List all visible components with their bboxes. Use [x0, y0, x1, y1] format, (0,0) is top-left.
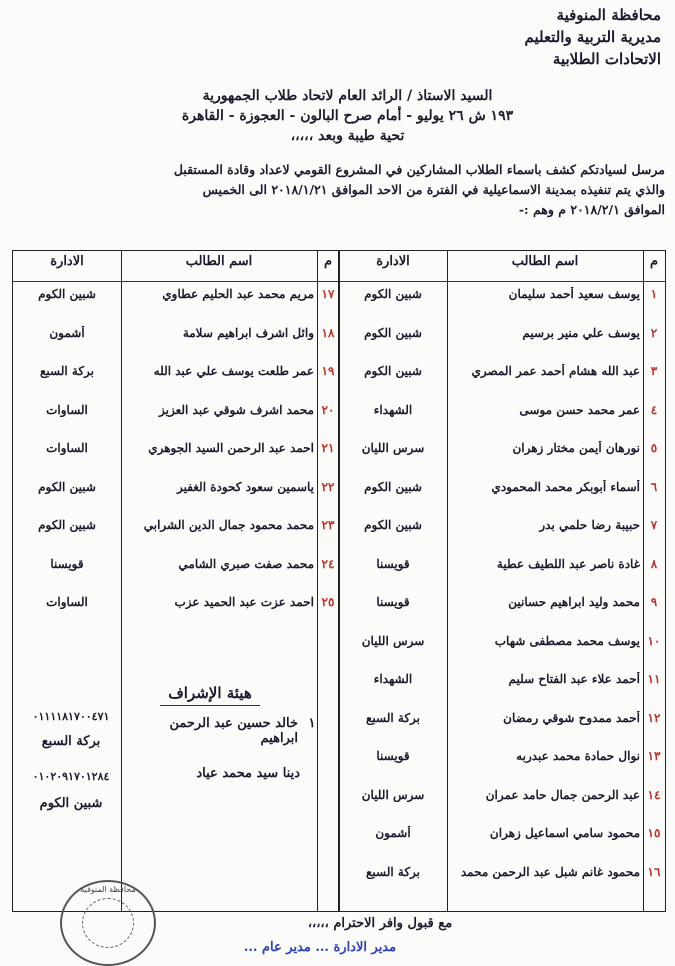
student-name: محمد وليد ابراهيم حسانين [508, 595, 640, 609]
student-administration: سرس الليان [361, 633, 425, 648]
student-name: عمر محمد حسن موسى [519, 402, 640, 417]
row-number: ١١ [647, 672, 661, 686]
row-number: ١٥ [647, 826, 661, 840]
row-number: ٣ [650, 364, 658, 378]
greeting-line: تحية طيبة وبعد ،،،،، [290, 128, 405, 144]
student-administration: بركة السبع [40, 364, 94, 378]
supervisor-admin-2: شبين الكوم [39, 796, 103, 811]
student-name: يوسف علي منير برسيم [522, 325, 640, 340]
supervisor-phone-2: ٠١٠٢٠٩١٧٠١٢٨٤ [32, 770, 110, 783]
table-header-name: اسم الطالب [511, 254, 579, 269]
body-line-3: الموافق ٢٠١٨/٢/١ م وهم :- [518, 202, 665, 217]
table-header-num: م [649, 254, 659, 269]
student-administration: شبين الكوم [38, 518, 96, 532]
row-number: ٨ [650, 556, 658, 571]
table-column-divider [447, 251, 448, 911]
row-number: ٢٤ [321, 556, 335, 571]
student-name: احمد عبد الرحمن السيد الجوهري [148, 441, 314, 455]
header-line-unions: الاتحادات الطلابية [552, 50, 661, 68]
row-number: ١٩ [321, 364, 335, 378]
student-name: محمد اشرف شوقي عبد العزيز [158, 402, 314, 417]
student-administration: بركة السبع [366, 710, 420, 725]
student-name: محمود سامي اسماعيل زهران [489, 826, 640, 840]
table-column-divider [643, 251, 644, 911]
row-number: ٤ [650, 402, 658, 417]
stamp-emblem [82, 898, 134, 948]
student-name: أحمد علاء عبد الفتاح سليم [508, 672, 640, 686]
student-administration: بركة السبع [366, 864, 420, 879]
table-column-divider [317, 251, 318, 911]
table-column-divider [121, 251, 122, 911]
student-name: محمود غانم شبل عبد الرحمن محمد [460, 864, 640, 879]
student-name: أسماء أبوبكر محمد المحمودي [491, 479, 640, 494]
row-number: ١٤ [647, 787, 661, 802]
student-name: نوال حمادة محمد عبدربه [516, 749, 640, 763]
row-number: ٦ [650, 479, 658, 494]
student-administration: الساوات [46, 595, 88, 609]
student-name: عمر طلعت يوسف علي عبد الله [153, 364, 314, 378]
address-line: ١٩٣ ش ٢٦ يوليو - أمام صرح البالون - العجوزة - القاهرة [181, 108, 514, 124]
row-number: ٢٥ [321, 595, 335, 609]
student-name: محمد صفت صبري الشامي [178, 556, 314, 571]
student-name: يوسف سعيد أحمد سليمان [508, 287, 640, 301]
supervision-underline [160, 705, 260, 706]
student-administration: قويسنا [376, 556, 410, 571]
student-administration: الشهداء [373, 672, 413, 686]
student-name: ياسمين سعود كحودة الغفير [176, 479, 314, 494]
students-table-left [12, 250, 340, 912]
student-administration: شبين الكوم [364, 518, 422, 532]
student-name: يوسف محمد مصطفى شهاب [494, 633, 640, 648]
row-number: ١٧ [321, 287, 335, 301]
letter-body [20, 160, 665, 220]
student-administration: قويسنا [376, 595, 410, 609]
student-name: مريم محمد عبد الحليم عطاوي [162, 287, 314, 301]
row-number: ٩ [650, 595, 658, 609]
addressee-line: السيد الاستاذ / الرائد العام لاتحاد طلاب الجمهورية [202, 88, 493, 104]
stamp-text: محافظة المنوفية [80, 885, 136, 894]
row-number: ٧ [650, 518, 658, 532]
supervisor-phone: ٠١١١١٨١٧٠٠٤٧١ [32, 710, 110, 723]
student-administration: قويسنا [376, 749, 410, 763]
supervisor-name: خالد حسين عبد الرحمن ابراهيم [169, 716, 298, 746]
official-stamp [60, 880, 156, 966]
students-table-right [338, 250, 666, 912]
supervision-title: هيئة الإشراف [168, 684, 252, 702]
addressee-block [60, 86, 635, 146]
student-administration: الساوات [46, 402, 88, 417]
row-number: ١٠ [647, 633, 661, 648]
table-header-admin: الادارة [50, 254, 84, 269]
student-name: محمد محمود جمال الدين الشرابي [143, 518, 314, 532]
student-name: غادة ناصر عبد اللطيف عطية [496, 556, 640, 571]
row-number: ٥ [650, 441, 658, 455]
student-administration: قويسنا [50, 556, 84, 571]
student-administration: شبين الكوم [364, 325, 422, 340]
student-administration: الشهداء [373, 402, 413, 417]
student-administration: سرس الليان [361, 441, 425, 455]
document-header [524, 4, 661, 70]
student-name: وائل اشرف ابراهيم سلامة [182, 325, 314, 340]
table-header-num: م [323, 254, 333, 269]
bottom-signature-text: مدير الادارة ... مدير عام ... [243, 940, 397, 955]
student-name: أحمد ممدوح شوقي رمضان [503, 710, 640, 725]
student-name: نورهان أيمن مختار زهران [512, 441, 640, 455]
student-administration: شبين الكوم [364, 287, 422, 301]
supervisor-admin: بركة السبع [41, 734, 101, 749]
student-name: عبد الرحمن جمال حامد عمران [485, 787, 640, 802]
row-number: ٢٠ [321, 402, 335, 417]
table-header-name: اسم الطالب [185, 254, 253, 269]
supervisor-number: ١ [308, 716, 316, 731]
student-administration: شبين الكوم [364, 479, 422, 494]
student-administration: شبين الكوم [38, 479, 96, 494]
row-number: ١٦ [647, 864, 661, 879]
row-number: ٢٢ [321, 479, 335, 494]
table-header-admin: الادارة [376, 254, 410, 269]
row-number: ١ [650, 287, 658, 301]
supervisor-name-2: دينا سيد محمد عياد [196, 766, 300, 781]
header-line-directorate: مديرية التربية والتعليم [524, 28, 661, 46]
student-name: عبد الله هشام أحمد عمر المصري [471, 364, 640, 378]
body-line-2: والذي يتم تنفيذه بمدينة الاسماعيلية في الفترة من الاحد الموافق ٢٠١٨/١/٢١ الى الخميس [202, 182, 665, 197]
row-number: ١٨ [321, 325, 335, 340]
student-name: احمد عزت عبد الحميد عزب [174, 595, 314, 609]
student-administration: أشمون [49, 325, 85, 340]
row-number: ٢١ [321, 441, 335, 455]
closing-line: مع قبول وافر الاحترام ،،،،، [307, 916, 453, 931]
row-number: ٢٣ [321, 518, 335, 532]
body-line-1: مرسل لسيادتكم كشف باسماء الطلاب المشاركين في المشروع القومي لاعداد وقادة المستقبل [173, 162, 665, 177]
header-line-governorate: محافظة المنوفية [556, 6, 661, 24]
row-number: ٢ [650, 325, 658, 340]
student-administration: أشمون [375, 826, 411, 840]
student-administration: سرس الليان [361, 787, 425, 802]
student-administration: شبين الكوم [38, 287, 96, 301]
row-number: ١٢ [647, 710, 661, 725]
student-name: حبيبة رضا حلمي بدر [539, 518, 640, 532]
student-administration: الساوات [46, 441, 88, 455]
row-number: ١٣ [647, 749, 661, 763]
student-administration: شبين الكوم [364, 364, 422, 378]
